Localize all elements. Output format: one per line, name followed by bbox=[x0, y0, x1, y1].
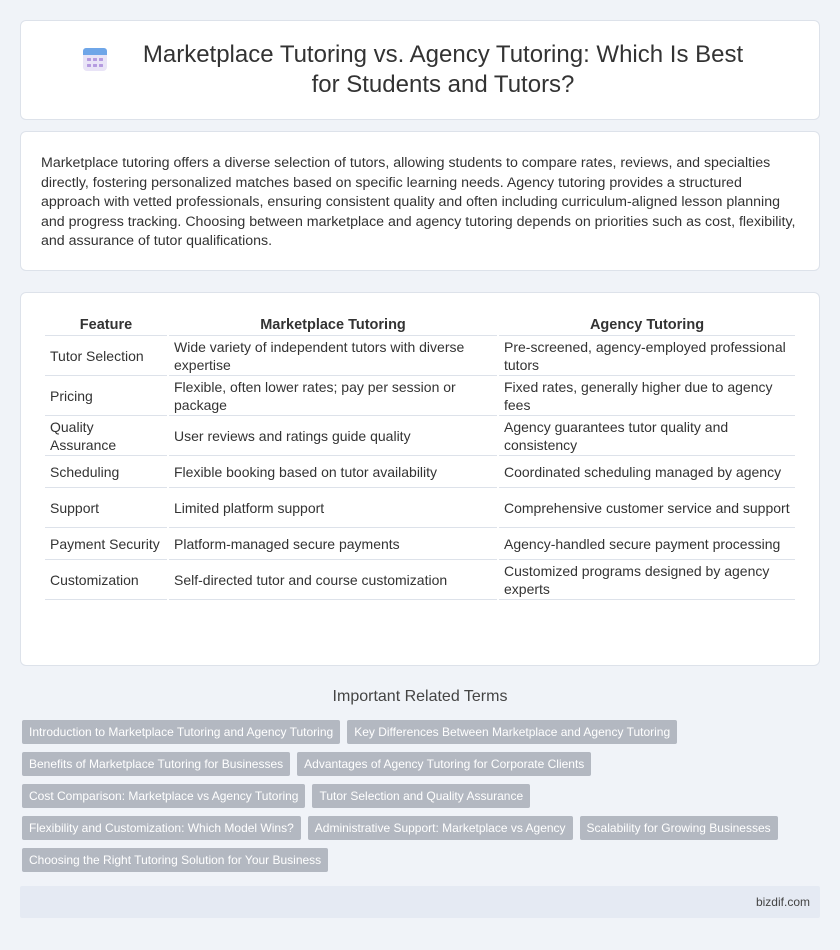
related-term-tag[interactable]: Benefits of Marketplace Tutoring for Businesses bbox=[22, 752, 290, 776]
feature-cell: Pricing bbox=[45, 376, 167, 416]
agency-cell: Comprehensive customer service and support bbox=[499, 488, 795, 528]
related-term-tag[interactable]: Advantages of Agency Tutoring for Corporate Clients bbox=[297, 752, 591, 776]
marketplace-cell: Wide variety of independent tutors with diverse expertise bbox=[169, 336, 497, 376]
related-term-tag[interactable]: Introduction to Marketplace Tutoring and Agency Tutoring bbox=[22, 720, 340, 744]
related-term-tag[interactable]: Cost Comparison: Marketplace vs Agency Tutoring bbox=[22, 784, 305, 808]
table-row bbox=[45, 376, 795, 416]
footer bbox=[20, 886, 820, 918]
table-row bbox=[45, 456, 795, 488]
title-card bbox=[20, 20, 820, 120]
marketplace-cell: User reviews and ratings guide quality bbox=[169, 416, 497, 456]
table-row bbox=[45, 528, 795, 560]
marketplace-cell: Self-directed tutor and course customization bbox=[169, 560, 497, 600]
feature-cell: Tutor Selection bbox=[45, 336, 167, 376]
column-header-agency: Agency Tutoring bbox=[499, 313, 795, 336]
calendar-icon bbox=[81, 45, 109, 73]
intro-card bbox=[20, 131, 820, 271]
feature-cell: Support bbox=[45, 488, 167, 528]
table-row bbox=[45, 416, 795, 456]
related-terms-heading: Important Related Terms bbox=[332, 688, 508, 705]
table-row bbox=[45, 336, 795, 376]
marketplace-cell: Limited platform support bbox=[169, 488, 497, 528]
related-term-tag[interactable]: Scalability for Growing Businesses bbox=[580, 816, 778, 840]
marketplace-cell: Flexible booking based on tutor availability bbox=[169, 456, 497, 488]
page-title: Marketplace Tutoring vs. Agency Tutoring: Which Is Best for Students and Tutors? bbox=[142, 41, 744, 98]
marketplace-cell: Platform-managed secure payments bbox=[169, 528, 497, 560]
column-header-feature: Feature bbox=[45, 313, 167, 336]
agency-cell: Agency guarantees tutor quality and consistency bbox=[499, 416, 795, 456]
related-terms-list bbox=[22, 720, 812, 872]
table-row bbox=[45, 488, 795, 528]
agency-cell: Coordinated scheduling managed by agency bbox=[499, 456, 795, 488]
footer-site-link[interactable]: bizdif.com bbox=[755, 895, 810, 909]
related-term-tag[interactable]: Flexibility and Customization: Which Model Wins? bbox=[22, 816, 301, 840]
related-term-tag[interactable]: Choosing the Right Tutoring Solution for Your Business bbox=[22, 848, 328, 872]
comparison-table bbox=[43, 313, 797, 600]
related-term-tag[interactable]: Administrative Support: Marketplace vs Agency bbox=[308, 816, 573, 840]
comparison-table-card bbox=[20, 292, 820, 666]
marketplace-cell: Flexible, often lower rates; pay per session or package bbox=[169, 376, 497, 416]
table-row bbox=[45, 560, 795, 600]
intro-paragraph: Marketplace tutoring offers a diverse selection of tutors, allowing students to compare rates, reviews, and specialties directly, fostering personalized matches based on specific learning needs. Agency tutoring provides a structured approach with vetted professionals, ensuring consistent quality and often including curriculum-aligned lesson planning and progress tracking. Choosing between marketplace and agency tutoring depends on priorities such as cost, flexibility, and assurance of tutor qualifications. bbox=[41, 155, 796, 250]
feature-cell: Scheduling bbox=[45, 456, 167, 488]
feature-cell: Customization bbox=[45, 560, 167, 600]
agency-cell: Customized programs designed by agency experts bbox=[499, 560, 795, 600]
feature-cell: Payment Security bbox=[45, 528, 167, 560]
related-term-tag[interactable]: Tutor Selection and Quality Assurance bbox=[312, 784, 530, 808]
table-header-row bbox=[45, 313, 795, 336]
agency-cell: Agency-handled secure payment processing bbox=[499, 528, 795, 560]
column-header-marketplace: Marketplace Tutoring bbox=[169, 313, 497, 336]
related-term-tag[interactable]: Key Differences Between Marketplace and Agency Tutoring bbox=[347, 720, 677, 744]
agency-cell: Pre-screened, agency-employed professional tutors bbox=[499, 336, 795, 376]
feature-cell: Quality Assurance bbox=[45, 416, 167, 456]
agency-cell: Fixed rates, generally higher due to agency fees bbox=[499, 376, 795, 416]
